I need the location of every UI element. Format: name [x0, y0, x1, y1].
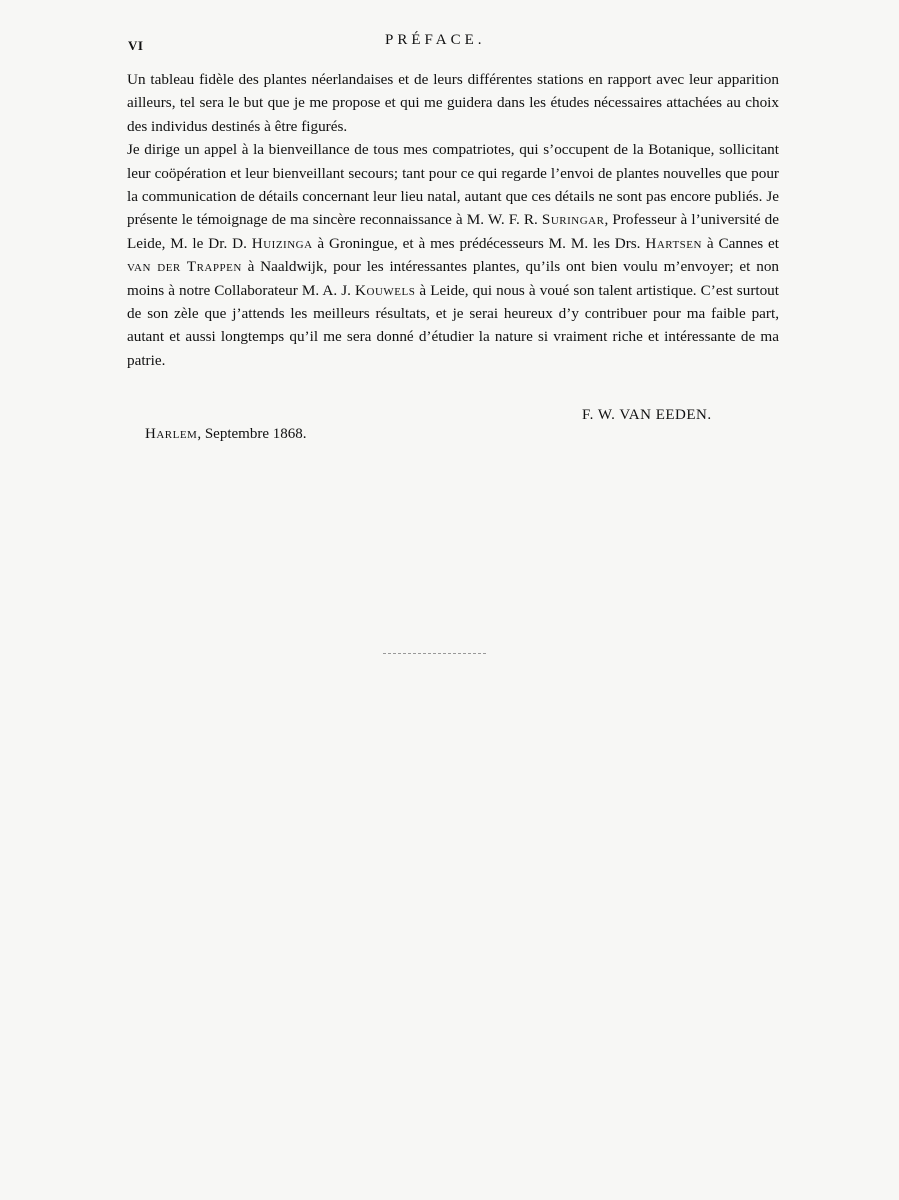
- paragraph-2-text-a: Je dirige un appel à la bienveillance de tous mes compatriotes, qui s’occupent de la Botanique, sollicitant leur coöpération et leur bienveillant secours; tant pour ce qui regarde l’envoi de plantes nouvelles que pour la communication de détails concernant leur lieu natal, autant que ces détails ne sont pas encore publiés. Je présente le témoignage de ma sincère reconnaissance à M. W. F. R.: [127, 141, 779, 229]
- paragraph-2-text-c: à Groningue, et à mes prédécesseurs M. M. les Drs.: [317, 234, 641, 252]
- person-name-kouwels: Kouwels: [355, 281, 416, 299]
- person-name-suringar: Suringar: [541, 211, 605, 229]
- paragraph-2: [127, 138, 779, 372]
- running-title: PRÉFACE.: [385, 32, 486, 48]
- paragraph-2-text-b: , Professeur à l’université de Leide, M. le Dr. D.: [127, 211, 780, 252]
- section-divider: [383, 653, 486, 654]
- date-text: , Septembre 1868.: [197, 426, 307, 442]
- paragraph-1: Un tableau fidèle des plantes néerlandaises et de leurs différentes stations en rapport avec leur apparition ailleurs, tel sera le but que je me propose et qui me guidera dans les études nécessaires attachées au choix des individus destinés à être figurés.: [127, 71, 779, 135]
- paragraph-2-text-e: à Naaldwijk, pour les intéressantes plantes, qu’ils ont bien voulu m’envoyer; et non moins à notre Collaborateur M. A. J.: [127, 258, 780, 299]
- place-name: Harlem: [145, 426, 198, 442]
- page-number: VI: [128, 38, 144, 53]
- person-name-huizinga: Huizinga: [251, 234, 313, 252]
- place-date-line: [145, 426, 307, 443]
- preface-body: [127, 68, 779, 372]
- person-name-van-der-trappen: van der Trappen: [127, 258, 242, 276]
- paragraph-2-text-d: à Cannes et: [706, 234, 779, 252]
- paragraph-2-text-f: à Leide, qui nous à voué son talent artistique. C’est surtout de son zèle que j’attends les meilleurs résultats, et je serai heureux d’y contribuer pour ma faible part, autant et aussi longtemps qu’il me sera donné d’étudier la nature si vraiment riche et intéressante de ma patrie.: [127, 281, 779, 369]
- author-signature: F. W. VAN EEDEN.: [582, 407, 712, 423]
- person-name-hartsen: Hartsen: [645, 234, 702, 252]
